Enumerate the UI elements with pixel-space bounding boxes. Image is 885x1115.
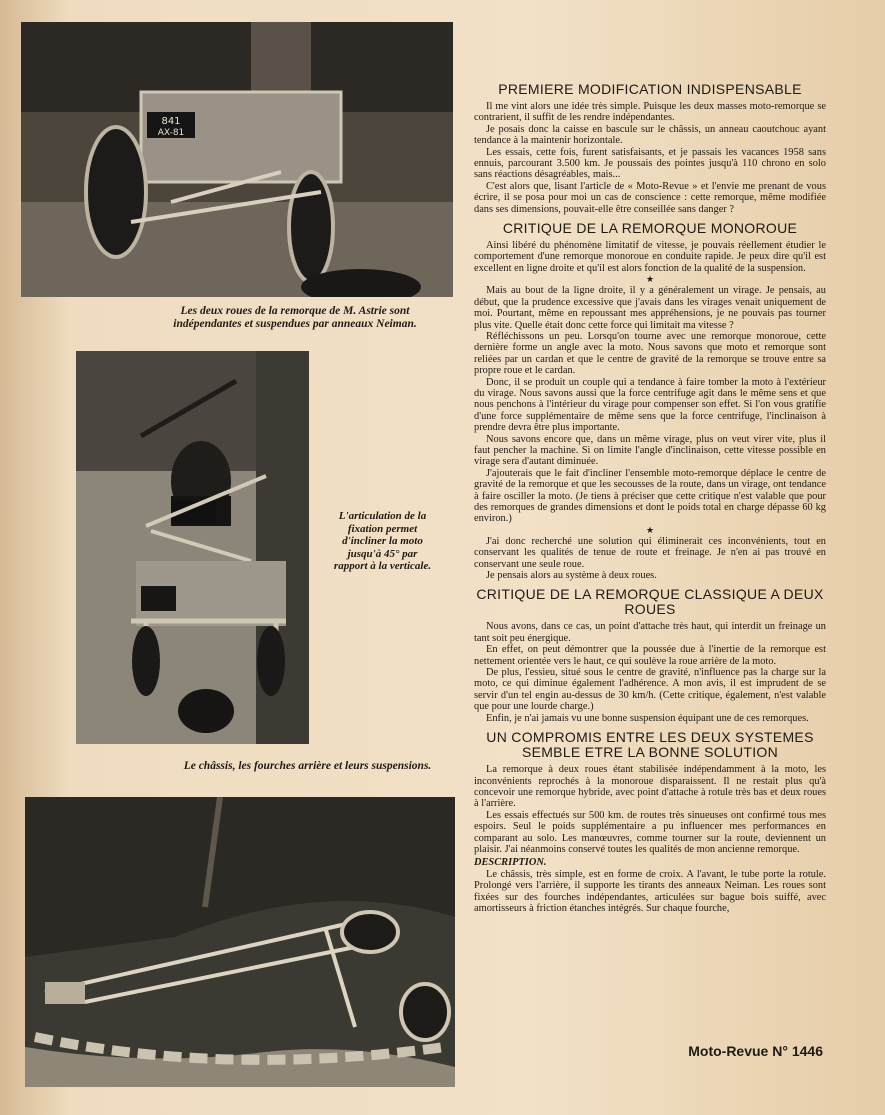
section-heading: CRITIQUE DE LA REMORQUE MONOROUE <box>502 220 798 237</box>
caption-photo-2 <box>330 510 435 573</box>
paragraph: Ainsi libéré du phénomène limitatif de vitesse, je pouvais réellement étudier le comportement d'une remorque monoroue en conduite rapide. Je peux dire qu'il est excellent en ligne droite et qu'il est alors fonction de la qualité de la suspension. <box>474 240 826 274</box>
paragraph: Nous avons, dans ce cas, un point d'attache très haut, qui interdit un freinage un tant soit peu énergique. <box>474 621 826 644</box>
paragraph: C'est alors que, lisant l'article de « Moto-Revue » et l'envie me prenant de vous écrire, il se posa pour moi un cas de conscience : cette remorque, même modifiée dans ses dimensions, pouvait-elle être conseillée sans danger ? <box>474 180 826 215</box>
section-heading: UN COMPROMIS ENTRE LES DEUX SYSTEMES SEMBLE ETRE LA BONNE SOLUTION <box>486 729 814 761</box>
section-heading: PREMIERE MODIFICATION INDISPENSABLE <box>498 81 802 97</box>
star-divider: ★ <box>645 524 655 535</box>
paragraph: De plus, l'essieu, situé sous le centre de gravité, n'influence pas la charge sur la moto, ce qui diminue également l'adhérence. A mon avis, il est imprudent de se servir d'un tel engin au-dessus de 30 km/h. (Cette critique, également, n'est valable que pour une lourde charge.) <box>474 667 826 713</box>
caption-text: L'articulation de la fixation permet d'incliner la moto jusqu'à 45° par rapport à la verticale. <box>333 510 432 572</box>
paragraph: J'ai donc recherché une solution qui éliminerait ces inconvénients, tout en conservant les qualités de tenue de route et freinage. Je n'en ai pas trouvé en conservant une seule roue. <box>474 535 826 570</box>
page-footer <box>688 1043 823 1059</box>
paragraph: Donc, il se produit un couple qui a tendance à faire tomber la moto à l'extérieur du virage. Nous savons aussi que la force centrifuge agit dans le même sens et que nous penchons à l'intérieur du virage pour compenser son effet. Si l'on vous gratifie d'une force supplémentaire de même sens que la force centrifuge, l'inclinaison à prendre devra être plus importante. <box>474 376 826 434</box>
paragraph: Réfléchissons un peu. Lorsqu'on tourne avec une remorque monoroue, cette dernière forme un angle avec la moto. Nous savons que moto et remorque sont reliées par un cardan et que le centre de gravité de la remorque se trouve entre sa propre roue et le cardan. <box>474 330 826 377</box>
paragraph: Enfin, je n'ai jamais vu une bonne suspension équipant une de ces remorques. <box>486 712 809 724</box>
caption-photo-3 <box>170 760 445 773</box>
svg-text:841: 841 <box>161 116 181 127</box>
paragraph: Les essais, cette fois, furent satisfaisants, et je passais les vacances 1958 sans ennuis, parcourant 3.500 km. Je poussais des pointes jusqu'à 110 chrono en solo sans réactions désagréables, mais... <box>474 146 826 181</box>
paragraph: En effet, on peut démontrer que la poussée due à l'inertie de la remorque est nettement orientée vers le haut, ce qui soulève la roue arrière de la moto. <box>474 644 826 667</box>
photo-chassis-tilt <box>76 351 309 744</box>
photo-chassis-on-ground <box>25 797 455 1087</box>
photo-trailer-rear <box>21 22 453 297</box>
paragraph: Il me vint alors une idée très simple. Puisque les deux masses moto-remorque se contrarient, il suffit de les rendre indépendantes. <box>474 101 826 124</box>
star-divider: ★ <box>645 274 655 285</box>
caption-photo-1 <box>150 305 440 331</box>
paragraph: La remorque à deux roues étant stabilisée indépendamment à la moto, les inconvénients reprochés à la monoroue disparaissent. Il ne restait plus qu'à concevoir une remorque hybride, avec point d'attache à rotule très bas et deux roues à l'arrière. <box>474 764 826 810</box>
svg-text:AX-81: AX-81 <box>157 128 185 138</box>
magazine-name: Moto-Revue <box>688 1043 769 1059</box>
subheading-description: DESCRIPTION. <box>474 857 547 869</box>
issue-number: N° 1446 <box>772 1043 823 1059</box>
paragraph: Les essais effectués sur 500 km. de routes très sinueuses ont confirmé tous mes espoirs. Seul le poids supplémentaire a pu influencer mes performances en comparant au solo. Les manœuvres, comme tourner sur la route, deviennent un plaisir. J'ai néanmoins conservé toutes les qualités de mon ancienne remorque. <box>474 809 826 855</box>
paragraph: Le châssis, très simple, est en forme de croix. A l'avant, le tube porte la rotule. Prolongé vers l'arrière, il supporte les tirants des anneaux Neiman. Les roues sont fixées sur des fourches indépendantes, articulées sur bague bois suiffé, avec amortisseurs à friction étanches intégrés. Sur chaque fourche, <box>474 868 826 914</box>
paragraph: Je pensais alors au système à deux roues. <box>486 570 657 582</box>
paragraph: Nous savons encore que, dans un même virage, plus on veut virer vite, plus il faut pencher la machine. Si on limite l'angle d'inclinaison, cette vitesse possible en virage sera d'autant diminuée. <box>474 433 826 468</box>
article-column <box>474 76 826 914</box>
paragraph: J'ajouterais que le fait d'incliner l'ensemble moto-remorque déplace le centre de gravité de la remorque et que les secousses de la route, dans un virage, ont tendance à faire osciller la moto. (Je tiens à préciser que cette critique n'est valable que pour des remorques de grandes dimensions et dont le poids total en charge dépasse 60 kg environ.) <box>474 467 826 525</box>
section-heading: CRITIQUE DE LA REMORQUE CLASSIQUE A DEUX ROUES <box>476 586 824 618</box>
caption-text: Les deux roues de la remorque de M. Astrie sont indépendantes et suspendues par anneaux Neiman. <box>173 305 417 330</box>
paragraph: Je posais donc la caisse en bascule sur le châssis, un anneau caoutchouc ayant tendance à la maintenir horizontale. <box>474 123 826 147</box>
paragraph: Mais au bout de la ligne droite, il y a généralement un virage. Je pensais, au début, que la prudence excessive que j'avais dans les virages venait uniquement de moi. Pourtant, même en repoussant mes appréhensions, je ne pouvais pas tourner plus vite. Quelle était donc cette force qui limitait ma vitesse ? <box>474 285 826 331</box>
caption-text: Le châssis, les fourches arrière et leurs suspensions. <box>183 760 432 772</box>
